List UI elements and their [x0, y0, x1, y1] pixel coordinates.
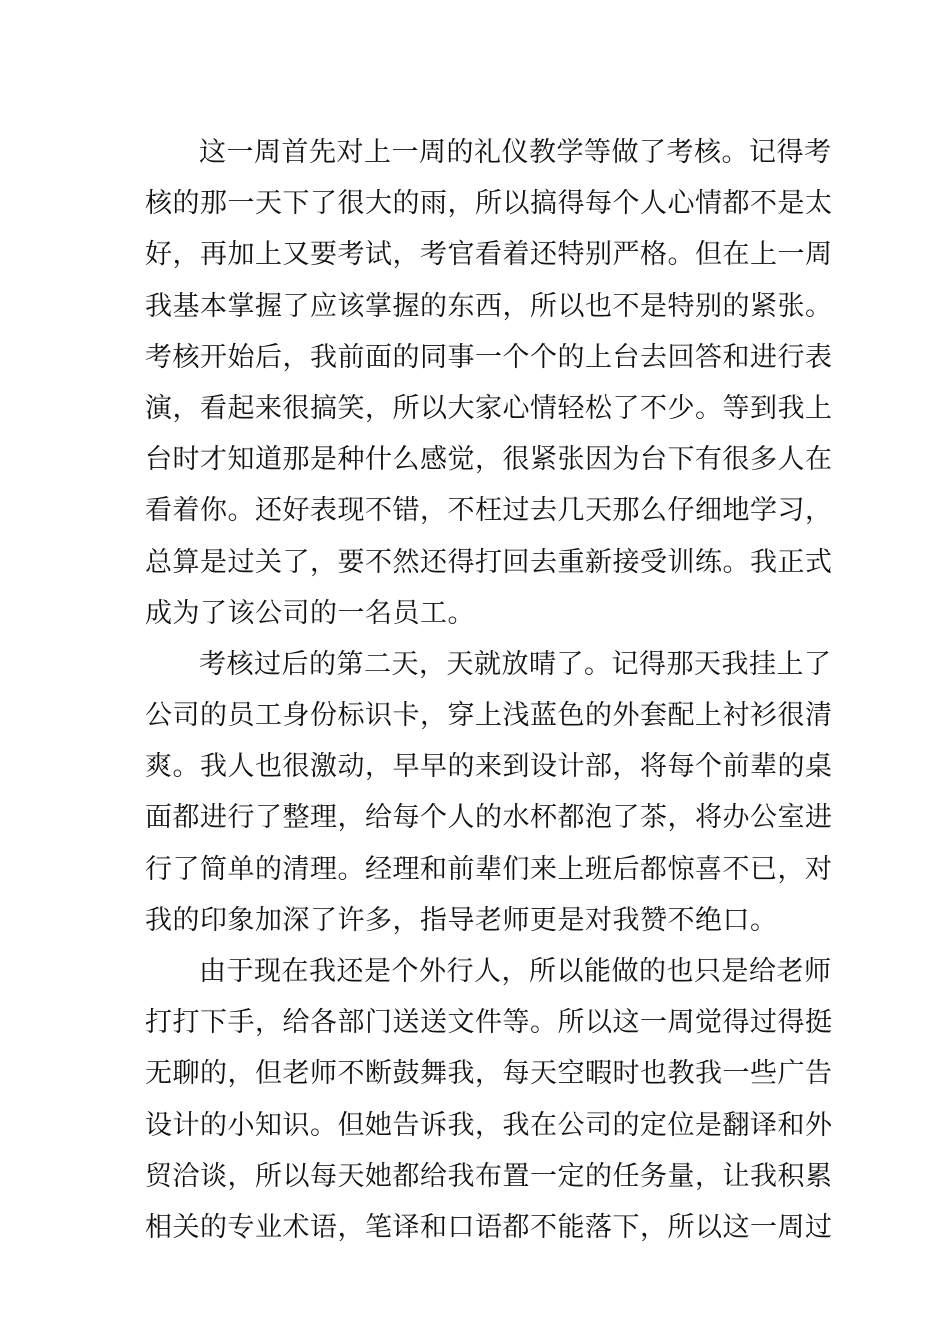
text-line: 这一周首先对上一周的礼仪教学等做了考核。记得考	[199, 137, 832, 168]
text-line: 我基本掌握了应该掌握的东西，所以也不是特别的紧张。	[145, 290, 833, 322]
text-line: 爽。我人也很激动，早早的来到设计部，将每个前辈的桌	[145, 751, 833, 783]
text-line: 无聊的，但老师不断鼓舞我，每天空暇时也教我一些广告	[145, 1058, 833, 1090]
text-line: 考核过后的第二天，天就放晴了。记得那天我挂上了	[199, 648, 832, 680]
text-line: 我的印象加深了许多，指导老师更是对我赞不绝口。	[145, 904, 778, 936]
text-line: 考核开始后，我前面的同事一个个的上台去回答和进行表	[145, 341, 833, 373]
text-line: 贸洽谈，所以每天她都给我布置一定的任务量，让我积累	[145, 1160, 833, 1192]
text-line: 打打下手，给各部门送送文件等。所以这一周觉得过得挺	[145, 1007, 833, 1039]
document-body	[145, 127, 833, 1253]
text-line: 总算是过关了，要不然还得打回去重新接受训练。我正式	[145, 546, 833, 578]
text-line: 由于现在我还是个外行人，所以能做的也只是给老师	[199, 956, 832, 987]
text-line: 相关的专业术语，笔译和口语都不能落下，所以这一周过	[145, 1211, 833, 1243]
text-line: 演，看起来很搞笑，所以大家心情轻松了不少。等到我上	[145, 392, 833, 424]
text-line: 成为了该公司的一名员工。	[145, 597, 475, 629]
text-line: 行了简单的清理。经理和前辈们来上班后都惊喜不已，对	[145, 853, 833, 885]
text-line: 设计的小知识。但她告诉我，我在公司的定位是翻译和外	[145, 1109, 833, 1141]
text-line: 面都进行了整理，给每个人的水杯都泡了茶，将办公室进	[145, 802, 833, 834]
text-line: 看着你。还好表现不错，不枉过去几天那么仔细地学习，	[145, 495, 833, 527]
text-line: 核的那一天下了很大的雨，所以搞得每个人心情都不是太	[145, 188, 833, 220]
text-line: 台时才知道那是种什么感觉，很紧张因为台下有很多人在	[145, 444, 833, 476]
paragraph-1	[145, 127, 833, 639]
text-line: 公司的员工身份标识卡，穿上浅蓝色的外套配上衬衫很清	[145, 700, 833, 732]
paragraph-2	[145, 639, 833, 946]
text-line: 好，再加上又要考试，考官看着还特别严格。但在上一周	[145, 239, 833, 271]
paragraph-3	[145, 946, 833, 1253]
